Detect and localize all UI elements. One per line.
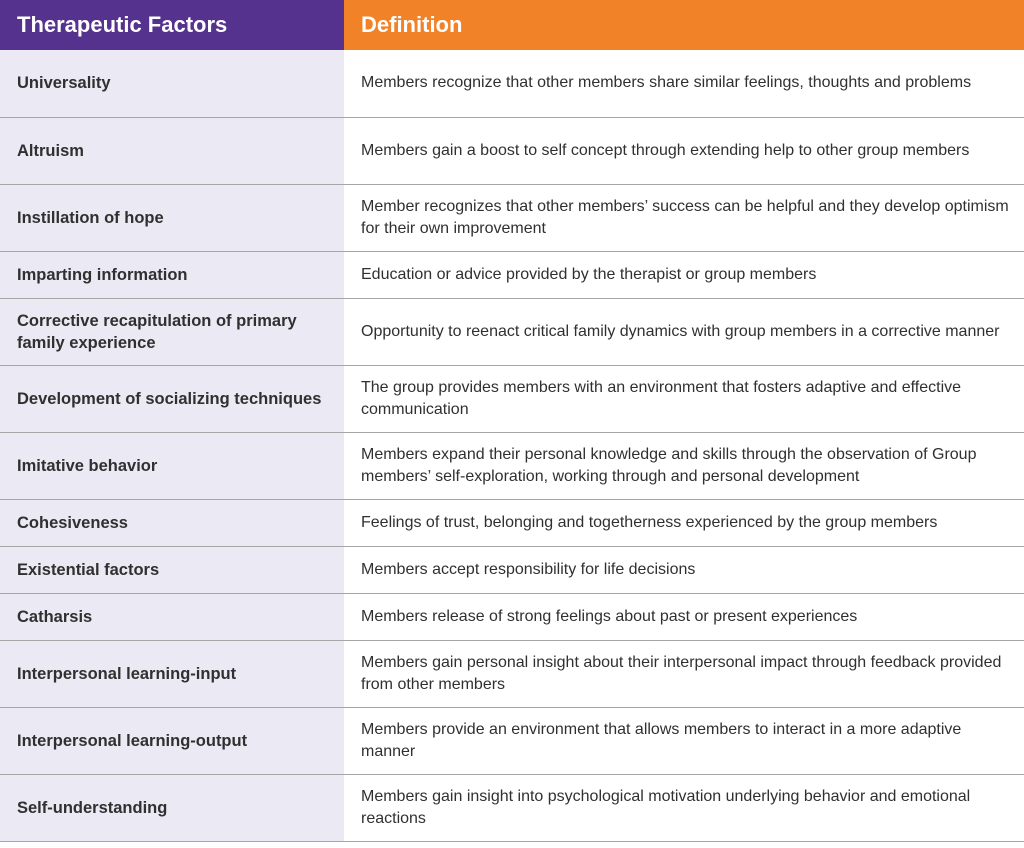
definition-cell: Members recognize that other members share similar feelings, thoughts and problems	[344, 50, 1024, 117]
factor-cell: Self-understanding	[0, 774, 344, 841]
definition-cell: Members accept responsibility for life decisions	[344, 546, 1024, 593]
table-header	[0, 0, 1024, 50]
definition-cell: Members expand their personal knowledge and skills through the observation of Group members’ self-exploration, working through and personal development	[344, 432, 1024, 499]
table-row	[0, 184, 1024, 251]
table-row	[0, 117, 1024, 184]
factor-cell: Corrective recapitulation of primary family experience	[0, 298, 344, 365]
table-row	[0, 365, 1024, 432]
table-row	[0, 593, 1024, 640]
factor-cell: Universality	[0, 50, 344, 117]
table-row	[0, 640, 1024, 707]
definition-cell: Members gain a boost to self concept through extending help to other group members	[344, 117, 1024, 184]
definition-cell: Members provide an environment that allows members to interact in a more adaptive manner	[344, 707, 1024, 774]
factor-cell: Imparting information	[0, 251, 344, 298]
factor-cell: Interpersonal learning-input	[0, 640, 344, 707]
factor-cell: Cohesiveness	[0, 499, 344, 546]
table-body	[0, 50, 1024, 841]
table-row	[0, 251, 1024, 298]
definition-cell: Education or advice provided by the therapist or group members	[344, 251, 1024, 298]
factor-cell: Imitative behavior	[0, 432, 344, 499]
header-row	[0, 0, 1024, 50]
table-row	[0, 774, 1024, 841]
definition-cell: Members gain personal insight about their interpersonal impact through feedback provided from other members	[344, 640, 1024, 707]
factor-cell: Instillation of hope	[0, 184, 344, 251]
factor-cell: Catharsis	[0, 593, 344, 640]
header-definition: Definition	[344, 0, 1024, 50]
definition-cell: Opportunity to reenact critical family dynamics with group members in a corrective manner	[344, 298, 1024, 365]
table-row	[0, 707, 1024, 774]
header-therapeutic-factors: Therapeutic Factors	[0, 0, 344, 50]
table-row	[0, 50, 1024, 117]
table-row	[0, 432, 1024, 499]
table-row	[0, 499, 1024, 546]
factor-cell: Altruism	[0, 117, 344, 184]
factor-cell: Development of socializing techniques	[0, 365, 344, 432]
factor-cell: Existential factors	[0, 546, 344, 593]
table-row	[0, 298, 1024, 365]
factor-cell: Interpersonal learning-output	[0, 707, 344, 774]
definition-cell: Member recognizes that other members’ success can be helpful and they develop optimism for their own improvement	[344, 184, 1024, 251]
definition-cell: Members gain insight into psychological motivation underlying behavior and emotional reactions	[344, 774, 1024, 841]
table-row	[0, 546, 1024, 593]
definition-cell: The group provides members with an environment that fosters adaptive and effective communication	[344, 365, 1024, 432]
definition-cell: Feelings of trust, belonging and togetherness experienced by the group members	[344, 499, 1024, 546]
definition-cell: Members release of strong feelings about past or present experiences	[344, 593, 1024, 640]
